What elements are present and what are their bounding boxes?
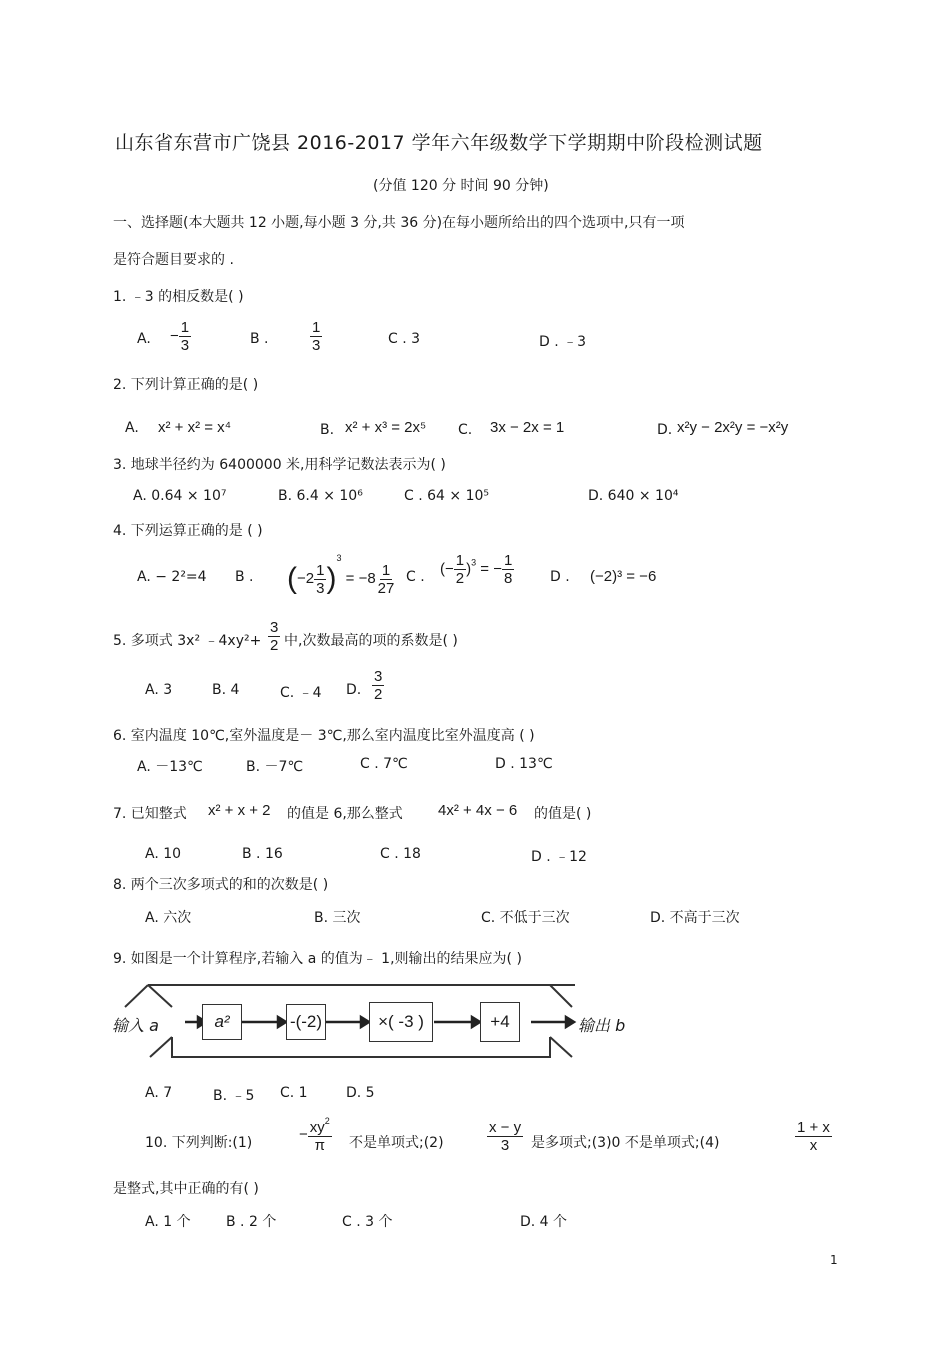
q2-option-d-expr: x²y − 2x²y = −x²y — [677, 419, 789, 436]
page-title: 山东省东营市广饶县 2016-2017 学年六年级数学下学期期中阶段检测试题 — [115, 132, 763, 154]
q9-option-d: D. 5 — [346, 1085, 375, 1101]
q2-option-a-expr: x² + x² = x⁴ — [158, 419, 232, 436]
question-7-stem-post: 的值是( ) — [534, 806, 592, 822]
question-8-stem: 8. 两个三次多项式的和的次数是( ) — [113, 877, 329, 893]
q6-option-d: D . 13℃ — [495, 756, 553, 772]
q8-option-c: C. 不低于三次 — [481, 910, 570, 926]
q9-option-b: B. ﹣5 — [213, 1088, 255, 1104]
flow-box-subtract: -(-2) — [286, 1004, 326, 1040]
q7-option-a: A. 10 — [145, 846, 182, 862]
question-4-stem: 4. 下列运算正确的是 ( ) — [113, 523, 263, 539]
page-number: 1 — [830, 1253, 838, 1267]
q10-option-a: A. 1 个 — [145, 1214, 191, 1230]
exam-info: (分值 120 分 时间 90 分钟) — [373, 178, 549, 194]
question-2-stem: 2. 下列计算正确的是( ) — [113, 377, 259, 393]
question-6-stem: 6. 室内温度 10℃,室外温度是－ 3℃,那么室内温度比室外温度高 ( ) — [113, 728, 535, 744]
q4-option-c-expr: (− $\frac{1}{2}$ )$^3$ = − $\frac{1}{8}$ — [440, 552, 513, 587]
q4-option-b-expr: (−2 $\frac{1}{3}$ )$^3$ = −8 $\frac{1}{27}$ — [287, 553, 395, 597]
question-9-stem: 9. 如图是一个计算程序,若输入 a 的值为﹣ 1,则输出的结果应为( ) — [113, 951, 522, 967]
q1-option-d: D . ﹣3 — [539, 334, 587, 350]
q4-option-d-expr: (−2)³ = −6 — [590, 568, 657, 585]
q6-option-b: B. －7℃ — [246, 759, 304, 775]
q3-option-c: C . 64 × 10⁵ — [404, 488, 489, 504]
q6-option-c: C . 7℃ — [360, 756, 408, 772]
q4-option-c-label: C . — [406, 569, 425, 585]
question-7-stem-mid: 的值是 6,那么整式 — [287, 806, 403, 822]
q2-option-b-expr: x² + x³ = 2x⁵ — [345, 419, 427, 436]
q7-option-d: D . ﹣12 — [531, 849, 587, 865]
question-3-stem: 3. 地球半径约为 6400000 米,用科学记数法表示为( ) — [113, 457, 446, 473]
q3-option-a: A. 0.64 × 10⁷ — [133, 488, 227, 504]
q8-option-d: D. 不高于三次 — [650, 910, 740, 926]
question-10-line2: 是整式,其中正确的有( ) — [113, 1181, 259, 1197]
question-7-stem-pre: 7. 已知整式 — [113, 806, 187, 822]
q2-option-d-label: D. — [657, 422, 673, 438]
q5-option-d-label: D. — [346, 682, 362, 698]
flow-box-add: +4 — [480, 1002, 520, 1042]
q4-option-a: A. − 2²=4 — [137, 569, 207, 585]
q9-option-c: C. 1 — [280, 1085, 308, 1101]
q2-option-b-label: B. — [320, 422, 335, 438]
flow-output-label: 输出 b — [578, 1016, 626, 1035]
question-5-stem-post: 中,次数最高的项的系数是( ) — [284, 633, 458, 649]
q5-option-b: B. 4 — [212, 682, 240, 698]
q7-expr-1: x² + x + 2 — [208, 802, 271, 819]
q10-option-c: C . 3 个 — [342, 1214, 393, 1230]
q10-expr-2: $\frac{x - y}{3}$ — [489, 1119, 522, 1154]
q6-option-a: A. －13℃ — [137, 759, 203, 775]
q1-option-a-expr: − $\frac{1}{3}$ — [170, 319, 190, 354]
q3-option-b: B. 6.4 × 10⁶ — [278, 488, 363, 504]
section-instructions-line1: 一、选择题(本大题共 12 小题,每小题 3 分,共 36 分)在每小题所给出的四个选项中,只有一项 — [113, 215, 685, 231]
q2-option-c-label: C. — [458, 422, 473, 438]
q1-option-b-label: B . — [250, 331, 269, 347]
q8-option-b: B. 三次 — [314, 910, 361, 926]
q5-option-d-expr: $\frac{3}{2}$ — [374, 668, 383, 703]
flow-input-label: 输入 a — [112, 1016, 159, 1035]
q7-option-b: B . 16 — [242, 846, 283, 862]
flow-box-multiply: ×( -3 ) — [369, 1002, 433, 1042]
question-10-stem-pre: 10. 下列判断:(1) — [145, 1135, 253, 1151]
q7-expr-2: 4x² + 4x − 6 — [438, 802, 518, 819]
q10-option-b: B . 2 个 — [226, 1214, 277, 1230]
q5-option-a: A. 3 — [145, 682, 173, 698]
question-1-stem: 1. ﹣3 的相反数是( ) — [113, 289, 244, 305]
q1-option-a-label: A. — [137, 331, 151, 347]
q10-expr-4: $\frac{1 + x}{x}$ — [797, 1119, 830, 1154]
q2-option-a-label: A. — [125, 420, 139, 436]
q3-option-d: D. 640 × 10⁴ — [588, 488, 679, 504]
q8-option-a: A. 六次 — [145, 910, 192, 926]
q10-expr-1: − $\frac{xy^2}{\pi}$ — [299, 1116, 330, 1154]
question-5-stem-pre: 5. 多项式 3x² ﹣4xy²+ — [113, 633, 262, 649]
q10-text-1: 不是单项式;(2) — [349, 1135, 444, 1151]
q1-option-b-expr: $\frac{1}{3}$ — [312, 319, 321, 354]
q10-option-d: D. 4 个 — [520, 1214, 568, 1230]
q4-option-b-label: B . — [235, 569, 254, 585]
q5-fraction: $\frac{3}{2}$ — [270, 619, 279, 654]
section-instructions-line2: 是符合题目要求的 . — [113, 252, 234, 268]
flow-box-square: a² — [202, 1004, 242, 1040]
q4-option-d-label: D . — [550, 569, 570, 585]
q9-option-a: A. 7 — [145, 1085, 173, 1101]
q2-option-c-expr: 3x − 2x = 1 — [490, 419, 565, 436]
q1-option-c: C . 3 — [388, 331, 421, 347]
q7-option-c: C . 18 — [380, 846, 421, 862]
q5-option-c: C. ﹣4 — [280, 685, 322, 701]
q10-text-2: 是多项式;(3)0 不是单项式;(4) — [531, 1135, 720, 1151]
